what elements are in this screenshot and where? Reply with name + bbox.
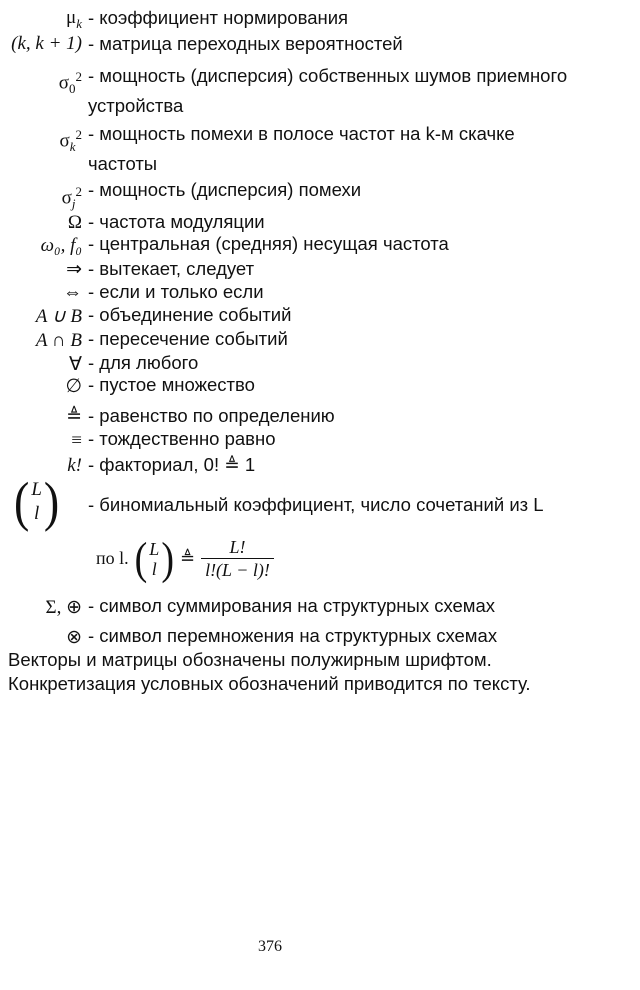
symbol-factorial: k!: [67, 455, 82, 476]
formula-fraction: [201, 536, 274, 581]
symbol-identical: ≡: [71, 430, 82, 451]
note-notation-in-text: Конкретизация условных обозначений приводится по тексту.: [8, 673, 531, 694]
formula-denominator: l!(L − l)!: [205, 560, 270, 580]
symbol-mu-k: $\mu_k$: [66, 7, 82, 31]
symbol-omega: Ω: [67, 212, 82, 233]
formula-defeq: ≜: [179, 548, 196, 568]
desc-intersection: - пересечение событий: [88, 328, 288, 349]
formula-numerator: L!: [201, 536, 274, 559]
symbol-otimes: ⊗: [66, 627, 82, 648]
symbol-binomial: ( L l ): [14, 470, 60, 532]
desc-carrier-freq: - центральная (средняя) несущая частота: [88, 233, 449, 254]
desc-sigma-0: - мощность (дисперсия) собственных шумов приемного устройства: [88, 65, 568, 116]
binomial-formula: по l. ( L l ) ≜ $\frac{L!}{l!(L - l)!}$: [96, 536, 274, 581]
desc-implies: - вытекает, следует: [88, 258, 255, 279]
desc-sigma-j: - мощность (дисперсия) помехи: [88, 179, 362, 200]
desc-omega: - частота модуляции: [88, 211, 265, 232]
symbol-defeq: ≜: [66, 406, 82, 427]
note-bold-vectors: Векторы и матрицы обозначены полужирным шрифтом.: [8, 649, 492, 670]
symbol-forall: ∀: [69, 354, 82, 375]
desc-transition-matrix: - матрица переходных вероятностей: [88, 33, 403, 54]
symbol-union: A ∪ B: [35, 306, 82, 327]
desc-sigma-k: - мощность помехи в полосе частот на k-м скачке частоты: [88, 123, 515, 174]
desc-otimes: - символ перемножения на структурных схемах: [88, 625, 498, 646]
desc-forall: - для любого: [88, 352, 199, 373]
symbol-sigma-k: $\sigma_k^2$: [59, 127, 82, 155]
desc-iff: - если и только если: [88, 281, 264, 302]
desc-identical: - тождественно равно: [88, 428, 276, 449]
desc-union: - объединение событий: [88, 304, 292, 325]
desc-sum-oplus: - символ суммирования на структурных схемах: [88, 595, 496, 616]
binomial-bottom: l: [33, 503, 40, 524]
desc-empty-set: - пустое множество: [88, 374, 255, 395]
symbol-sigma-0: $\sigma_0^2$: [58, 69, 82, 97]
symbol-carrier-freq: ω₀, f₀: [40, 235, 82, 256]
page-number: 376: [258, 938, 282, 955]
symbol-iff: ⇔: [63, 282, 82, 303]
desc-binomial: - биномиальный коэффициент, число сочетаний из L: [88, 494, 544, 515]
symbol-sum-oplus: Σ, ⊕: [45, 597, 82, 618]
symbol-intersection: A ∩ B: [35, 330, 82, 351]
desc-mu-k: - коэффициент нормирования: [88, 7, 349, 28]
symbol-sigma-j: $\sigma_j^2$: [61, 184, 82, 212]
formula-prefix: по l.: [96, 548, 129, 568]
binomial-top: L: [31, 479, 42, 500]
symbol-implies: ⇒: [66, 259, 82, 280]
desc-defeq: - равенство по определению: [88, 405, 335, 426]
desc-factorial: - факториал, 0! ≜ 1: [88, 454, 256, 475]
symbol-empty-set: ∅: [65, 376, 82, 397]
symbol-transition-matrix: (k, k + 1): [11, 33, 82, 54]
